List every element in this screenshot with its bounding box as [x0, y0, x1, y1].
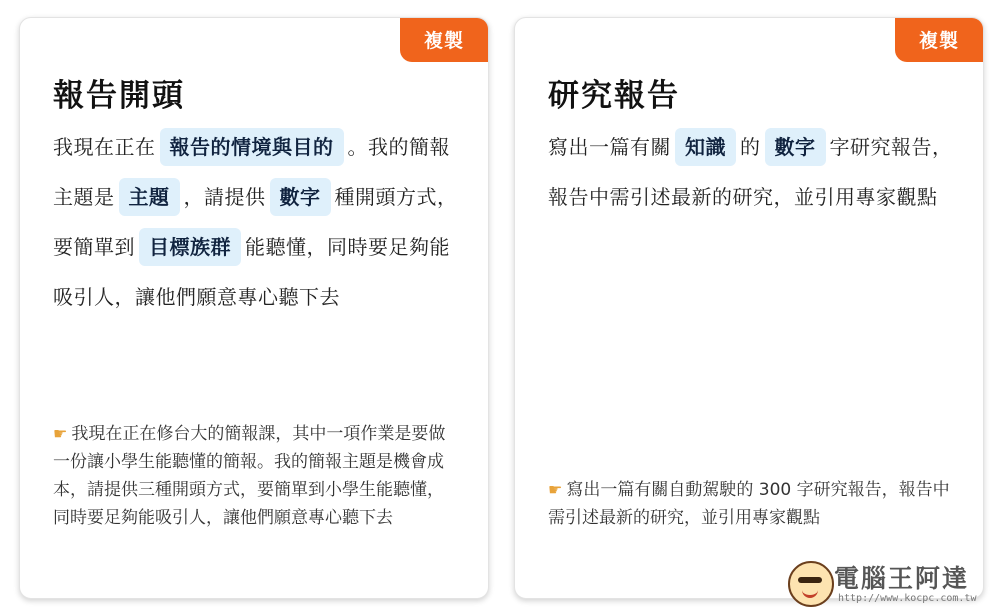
watermark-title: 電腦王阿達 — [834, 564, 970, 593]
watermark-logo — [788, 559, 988, 609]
placeholder-tag-number: 數字 — [270, 178, 331, 216]
prompt-template — [53, 122, 463, 322]
prompt-text: 我現在正在 — [53, 135, 156, 159]
prompt-text: 字研究報告，報告中需引述最新的研究，並引用專家觀點 — [548, 135, 953, 209]
placeholder-tag-number: 數字 — [765, 128, 826, 166]
prompt-text: 寫出一篇有關 — [548, 135, 671, 159]
copy-button[interactable]: 複製 — [895, 18, 983, 62]
prompt-text: 能聽懂，同時要足夠能吸引人，讓他們願意專心聽下去 — [53, 235, 450, 309]
example-text: 寫出一篇有關自動駕駛的 300 字研究報告，報告中需引述最新的研究，並引用專家觀點 — [548, 480, 950, 528]
watermark-url: http://www.kocpc.com.tw — [838, 593, 977, 604]
prompt-text: ，請提供 — [183, 185, 266, 209]
placeholder-tag-audience: 目標族群 — [139, 228, 241, 266]
placeholder-tag-context: 報告的情境與目的 — [160, 128, 344, 166]
pointing-hand-icon: ☛ — [548, 480, 563, 499]
prompt-text: 種開頭方式，要簡單到 — [53, 185, 458, 259]
prompt-text: 。我的簡報主題是 — [53, 135, 450, 209]
placeholder-tag-topic: 主題 — [119, 178, 180, 216]
copy-button[interactable]: 複製 — [400, 18, 488, 62]
prompt-example — [548, 476, 953, 532]
placeholder-tag-knowledge: 知識 — [675, 128, 736, 166]
prompt-example — [53, 420, 458, 532]
prompt-text: 的 — [740, 135, 761, 159]
card-title: 研究報告 — [548, 78, 680, 114]
pointing-hand-icon: ☛ — [53, 424, 68, 443]
example-text: 我現在正在修台大的簡報課，其中一項作業是要做一份讓小學生能聽懂的簡報。我的簡報主題是機會成本，請提供三種開頭方式，要簡單到小學生能聽懂，同時要足夠能吸引人，讓他們願意專心聽下去 — [53, 424, 446, 528]
prompt-card-report-opening — [19, 17, 489, 599]
prompt-card-research-report — [514, 17, 984, 599]
mascot-face-icon — [788, 561, 834, 607]
prompt-template — [548, 122, 958, 222]
card-title: 報告開頭 — [53, 78, 185, 114]
